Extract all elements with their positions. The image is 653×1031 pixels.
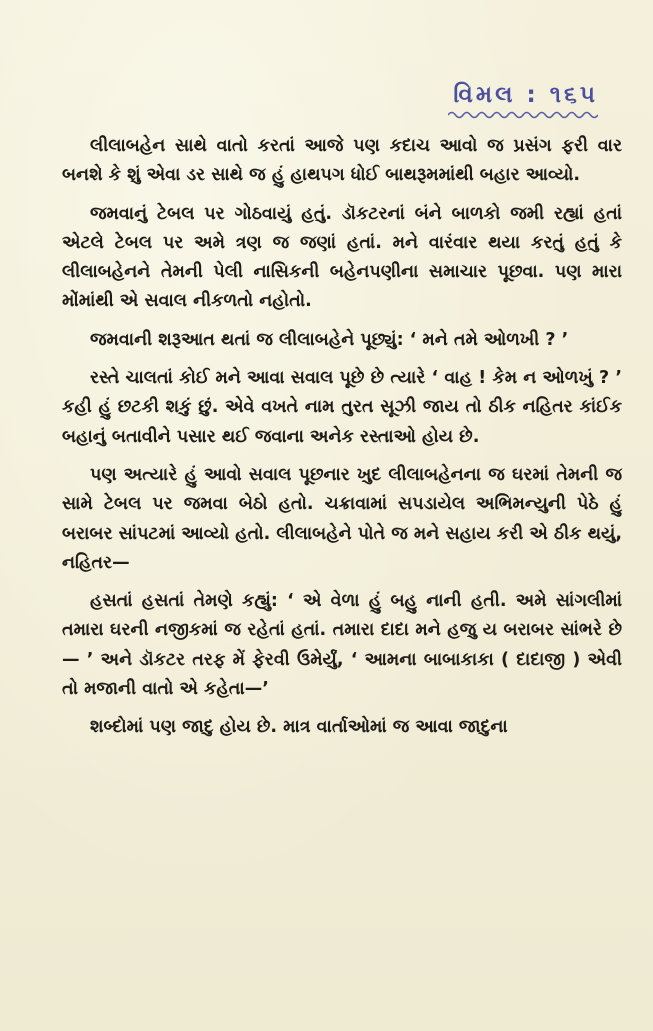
- paragraph: લીલાબહેન સાથે વાતો કરતાં આજે પણ કદાચ આવો જ પ્રસંગ ફરી વાર બનશે કે શું એવા ડર સાથે જ હું હાથપગ ધોઈ બાથરૂમમાંથી બહાર આવ્યો.: [62, 136, 622, 186]
- running-head: વિમલ : ૧૬૫: [453, 82, 598, 108]
- paragraph: રસ્તે ચાલતાં કોઈ મને આવા સવાલ પૂછે છે ત્યારે ‘ વાહ ! કેમ ન ઓળખું ? ’ કહી હું છટકી શકું છું. એવે વખતે નામ તુરત સૂઝી જાય તો ઠીક નહિતર કાંઈક બહાનું બતાવીને પસાર થઈ જવાના અનેક રસ્તાઓ હોય છે.: [62, 368, 622, 447]
- paragraph: જમવાની શરૂઆત થતાં જ લીલાબહેને પૂછ્યું: ‘ મને તમે ઓળખી ? ’: [90, 329, 569, 350]
- paragraph: પણ અત્યારે હું આવો સવાલ પૂછનાર ખુદ લીલાબહેનના જ ઘરમાં તેમની જ સામે ટેબલ પર જમવા બેઠો હતો. ચક્રાવામાં સપડાયેલ અભિમન્યુની પેઠે હું બરાબર સાંપટમાં આવ્યો હતો. લીલાબહેને પોતે જ મને સહાય કરી એ ઠીક થયું, નહિતર—: [62, 464, 622, 573]
- paragraph: હસતાં હસતાં તેમણે કહ્યું: ‘ એ વેળા હું બહુ નાની હતી. અમે સાંગલીમાં તમારા ઘરની નજીકમાં જ રહેતાં હતાં. તમારા દાદા મને હજુ ય બરાબર સાંભરે છે— ’ અને ડૉકટર તરફ મેં ફેરવી ઉમેર્યું, ‘ આમના બાબાકાકા ( દાદાજી ) એવી તો મજાની વાતો એ કહેતા—’: [62, 591, 622, 700]
- paragraph: જમવાનું ટેબલ પર ગોઠવાયું હતું. ડૉકટરનાં બંને બાળકો જમી રહ્યાં હતાં એટલે ટેબલ પર અમે ત્રણ જ જણાં હતાં. મને વારંવાર થયા કરતું હતું કે લીલાબહેનને તેમની પેલી નાસિકની બહેનપણીના સમાચાર પૂછવા. પણ મારા મોંમાંથી એ સવાલ નીકળતો નહોતો.: [62, 203, 622, 312]
- wavy-underline-ornament: [448, 110, 598, 120]
- paragraph: શબ્દોમાં પણ જાદુ હોય છે. માત્ર વાર્તાઓમાં જ આવા જાદુના: [90, 717, 508, 738]
- page-header: [448, 82, 598, 120]
- page-body: [62, 132, 622, 752]
